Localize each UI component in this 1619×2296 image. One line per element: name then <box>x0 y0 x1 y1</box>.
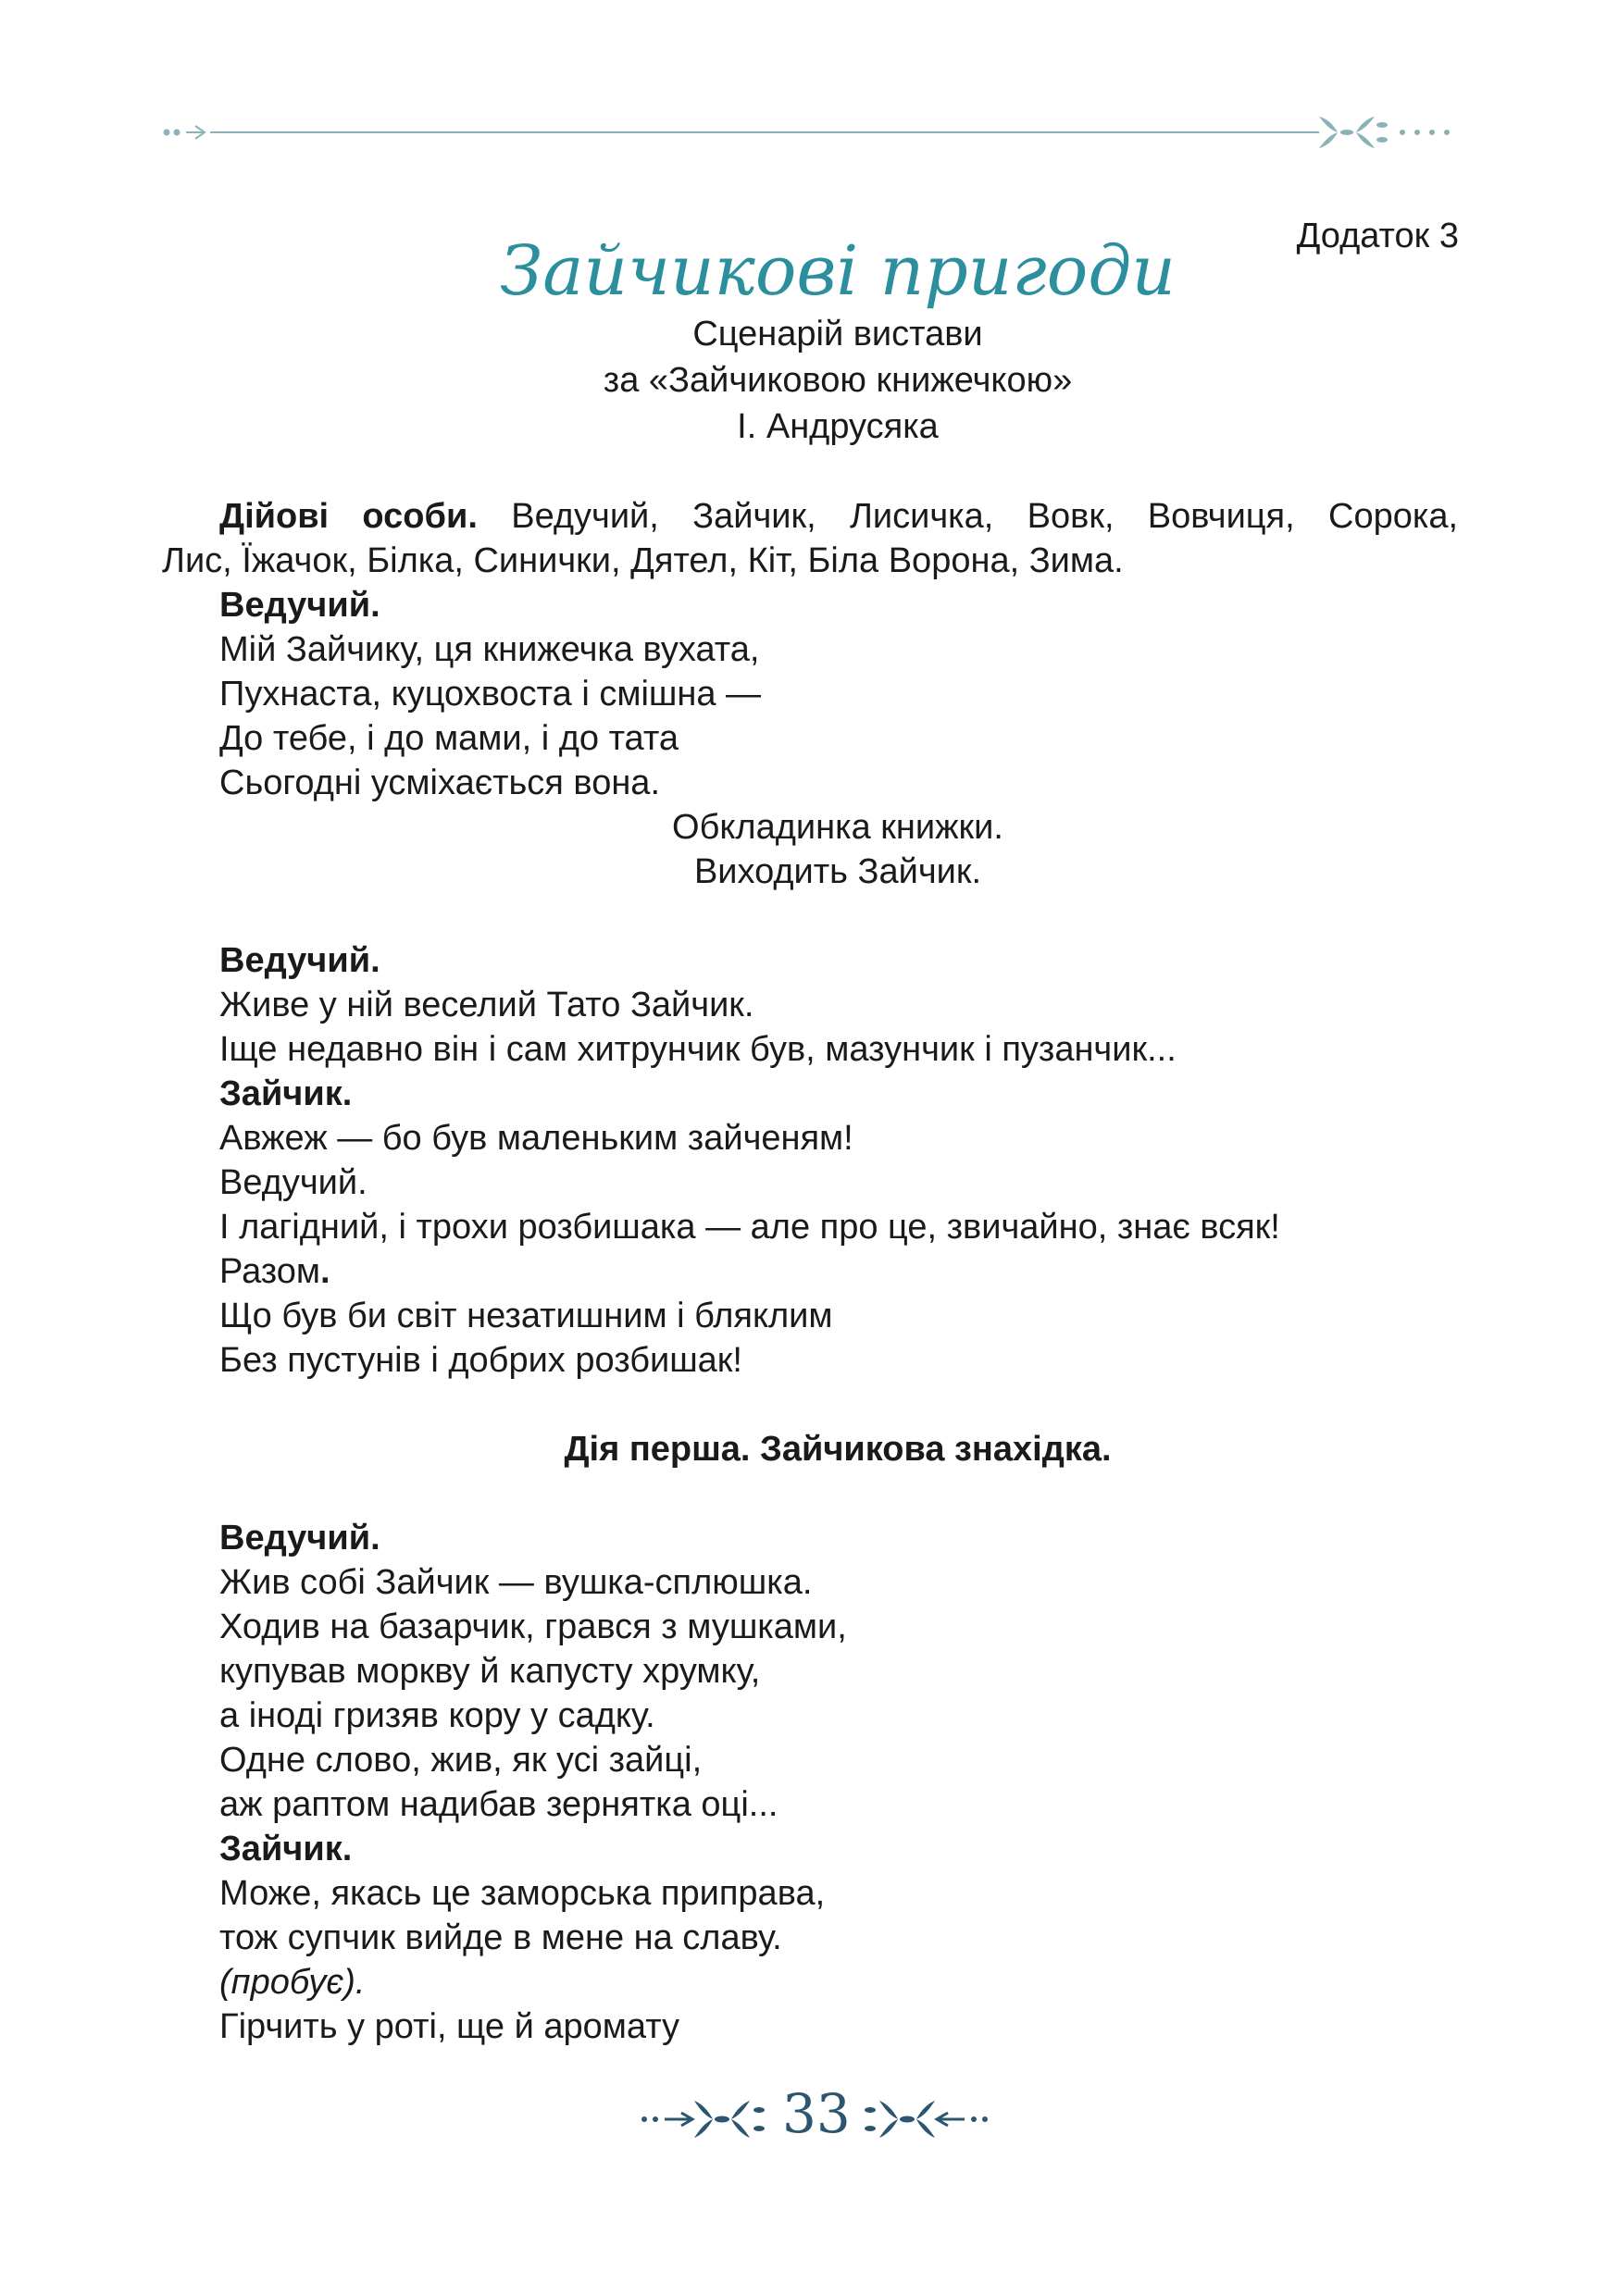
document-title: Зайчикові пригоди <box>500 231 1176 311</box>
speaker-label: Ведучий. <box>219 586 380 625</box>
verse-line: І лагідний, і трохи розбишака — але про це, звичайно, знає всяк! <box>219 1208 1280 1247</box>
verse-line: Може, якась це заморська приправа, <box>219 1874 826 1913</box>
speaker-label-together: Разом. <box>219 1252 330 1291</box>
dramatis-personae <box>162 494 1458 583</box>
verse-line: Сьогодні усміхається вона. <box>219 763 661 802</box>
verse-line: Одне слово, жив, як усі зайці, <box>219 1741 703 1780</box>
speaker-label: Ведучий. <box>219 1519 380 1558</box>
verse-line: а іноді гризяв кору у садку. <box>219 1696 655 1735</box>
dramatis-label: Дійові особи. <box>219 497 478 536</box>
verse-line: Іще недавно він і сам хитрунчик був, мазунчик і пузанчик... <box>219 1030 1177 1069</box>
verse-line: Живе у ній веселий Тато Зайчик. <box>219 986 754 1024</box>
verse-line: Що був би світ незатишним і бляклим <box>219 1297 833 1335</box>
verse-line: тож супчик вийде в мене на славу. <box>219 1918 782 1957</box>
act-heading: Дія перша. Зайчикова знахідка. <box>564 1430 1112 1469</box>
verse-line: купував моркву й капусту хрумку, <box>219 1652 761 1691</box>
verse-line: Мій Зайчику, ця книжечка вухата, <box>219 630 760 669</box>
stage-direction: Виходить Зайчик. <box>693 852 982 891</box>
speaker-label: Зайчик. <box>219 1830 353 1868</box>
subtitle-line-3: І. Андрусяка <box>737 407 939 446</box>
appendix-label: Додаток 3 <box>1296 217 1459 255</box>
verse-line: аж раптом надибав зернятка оці... <box>219 1785 778 1824</box>
speaker-label-plain: Ведучий. <box>219 1163 367 1202</box>
verse-line: До тебе, і до мами, і до тата <box>219 719 679 758</box>
verse-line: Без пустунів і добрих розбишак! <box>219 1341 742 1380</box>
page-number: 33 <box>782 2082 851 2145</box>
stage-direction: Обкладинка книжки. <box>672 808 1003 847</box>
speaker-label: Ведучий. <box>219 941 380 980</box>
dramatis-line-2: Лис, Їжачок, Білка, Синички, Дятел, Кіт, Біла Ворона, Зима. <box>162 541 1124 580</box>
subtitle-line-1: Сценарій вистави <box>692 315 983 354</box>
header-ornament <box>162 109 1458 155</box>
speaker-label: Зайчик. <box>219 1074 353 1113</box>
verse-line: Гірчить у роті, ще й аромату <box>219 2007 680 2046</box>
dramatis-line-1: Ведучий, Зайчик, Лисичка, Вовк, Вовчиця, Сорока, <box>511 497 1459 536</box>
verse-line: Авжеж — бо був маленьким зайченям! <box>219 1119 853 1158</box>
stage-direction: (пробує). <box>219 1963 366 2002</box>
verse-line: Пухнаста, куцохвоста і смішна — <box>219 675 762 714</box>
subtitle-line-2: за «Зайчиковою книжечкою» <box>603 361 1073 400</box>
verse-line: Ходив на базарчик, грався з мушками, <box>219 1607 847 1646</box>
verse-line: Жив собі Зайчик — вушка-сплюшка. <box>219 1563 813 1602</box>
